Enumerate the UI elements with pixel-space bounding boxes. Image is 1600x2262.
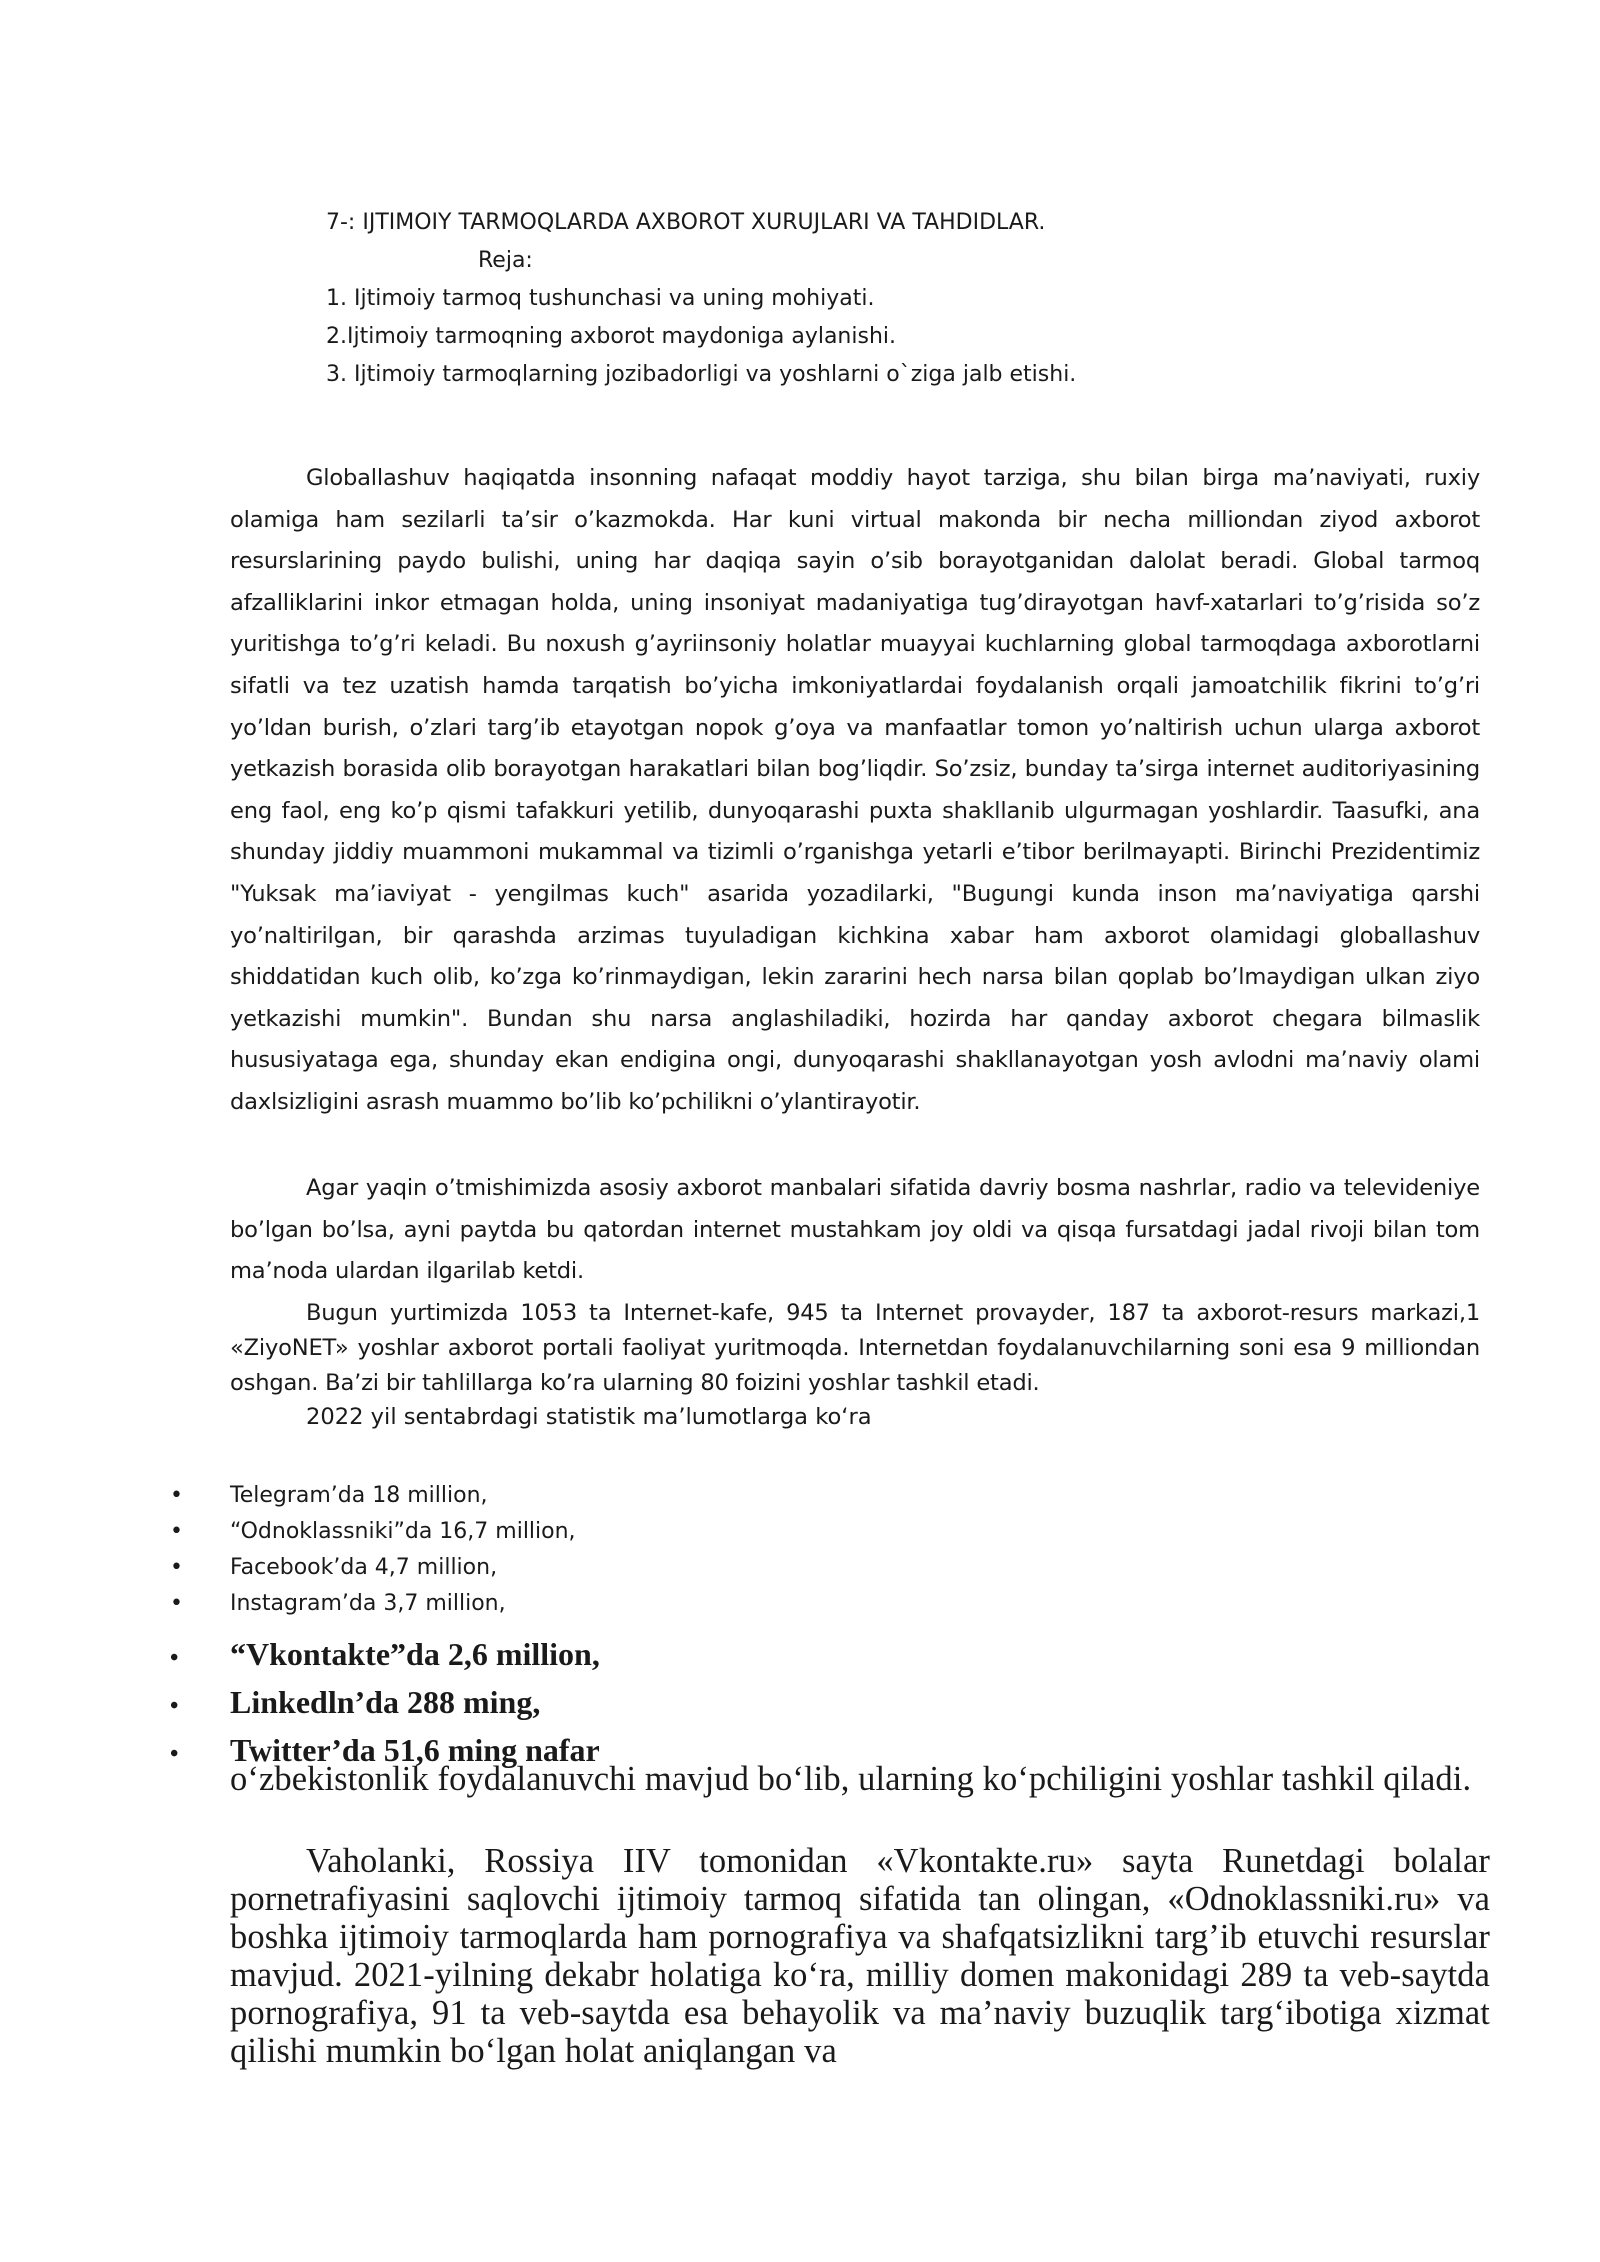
paragraph-vaholanki: Vaholanki, Rossiya IIV tomonidan «Vkontakte.ru» sayta Runetdagi bolalar pornetrafiyasini saqlovchi ijtimoiy tarmoq sifatida tan olingan, «Odnoklassniki.ru» va boshka ijtimoiy tarmoqlarda ham pornografiya va shafqatsizlikni targ’ib etuvchi resurslar mavjud. 2021-yilning dekabr holatiga ko‘ra, milliy domen makonidagi 289 ta veb-saytda pornografiya, 91 ta veb-saytda esa behayolik va ma’naviy buzuqlik targ‘ibotiga xizmat qilishi mumkin bo‘lgan holat aniqlangan va: [230, 1842, 1490, 2070]
bullet-icon: •: [170, 1693, 179, 1719]
bullet-icon: •: [170, 1591, 183, 1616]
stats-list-small: [170, 1478, 576, 1622]
list-item-text: Instagram’da 3,7 million,: [230, 1591, 506, 1616]
paragraph-internet-stats: Bugun yurtimizda 1053 ta Internet-kafe, 945 ta Internet provayder, 187 ta axborot-resurs markazi,1 «ZiyoNET» yoshlar axborot portali faoliyat yuritmoqda. Internetdan foydalanuvchilarning soni esa 9 milliondan oshgan. Ba’zi bir tahlillarga ko’ra ularning 80 foizini yoshlar tashkil etadi.: [230, 1300, 1480, 1396]
list-item-text: Linkedln’da 288 ming,: [230, 1684, 541, 1720]
bullet-icon: •: [170, 1555, 183, 1580]
paragraph-block-1: [230, 458, 1480, 1124]
plan-item-1: 1. Ijtimoiy tarmoq tushunchasi va uning mohiyati.: [326, 286, 875, 311]
header-block: [326, 204, 1076, 394]
paragraph-block-3: [230, 1296, 1480, 1401]
plan-item-3: 3. Ijtimoiy tarmoqlarning jozibadorligi va yoshlarni o`ziga jalb etishi.: [326, 362, 1077, 387]
list-item-text: “Vkontakte”da 2,6 million,: [230, 1636, 600, 1672]
bullet-icon: •: [170, 1483, 183, 1508]
bullet-icon: •: [170, 1741, 179, 1767]
list-item: [170, 1478, 576, 1514]
list-item: [170, 1632, 600, 1680]
list-item-text: Twitter’da 51,6 ming nafar: [230, 1732, 600, 1768]
plan-item-2: 2.Ijtimoiy tarmoqning axborot maydoniga aylanishi.: [326, 324, 897, 349]
paragraph-foydalanuvchi: o‘zbekistonlik foydalanuvchi mavjud bo‘lib, ularning ko‘pchiligini yoshlar tashkil qiladi.: [230, 1760, 1472, 1798]
list-item-text: Telegram’da 18 million,: [230, 1483, 488, 1508]
bullet-icon: •: [170, 1645, 179, 1671]
paragraph-block-2: [230, 1168, 1480, 1293]
paragraph-globallashuv: Globallashuv haqiqatda insonning nafaqat moddiy hayot tarziga, shu bilan birga ma’naviyati, ruxiy olamiga ham sezilarli ta’sir o’kazmokda. Har kuni virtual makonda bir necha milliondan ziyod axborot resurslarining paydo bulishi, uning har daqiqa sayin o’sib borayotganidan dalolat beradi. Global tarmoq afzalliklarini inkor etmagan holda, uning insoniyat madaniyatiga tug’dirayotgan havf-xatarlari to’g’risida so’z yuritishga to’g’ri keladi. Bu noxush g’ayriinsoniy holatlar muayyai kuchlarning global tarmoqdaga axborotlarni sifatli va tez uzatish hamda tarqatish bo’yicha imkoniyatlardai foydalanish orqali jamoatchilik fikrini to’g’ri yo’ldan burish, o’zlari targ’ib etayotgan nopok g’oya va manfaatlar tomon yo’naltirish uchun ularga axborot yetkazish borasida olib borayotgan harakatlari bilan bog’liqdir. So’zsiz, bunday ta’sirga internet auditoriyasining eng faol, eng ko’p qismi tafakkuri yetilib, dunyoqarashi puxta shakllanib ulgurmagan yoshlardir. Taasufki, ana shunday jiddiy muammoni mukammal va tizimli o’rganishga yetarli e’tibor berilmayapti. Birinchi Prezidentimiz "Yuksak ma’iaviyat - yengilmas kuch" asarida yozadilarki, "Bugungi kunda inson ma’naviyatiga qarshi yo’naltirilgan, bir qarashda arzimas tuyuladigan kichkina xabar ham axborot olamidagi globallashuv shiddatidan kuch olib, ko’zga ko’rinmaydigan, lekin zararini hech narsa bilan qoplab bo’lmaydigan ulkan ziyo yetkazishi mumkin". Bundan shu narsa anglashiladiki, hozirda har qanday axborot chegara bilmaslik hususiyataga ega, shunday ekan endigina ongi, dunyoqarashi shakllanayotgan yosh avlodni ma’naviy olami daxlsizligini asrash muammo bo’lib ko’pchilikni o’ylantirayotir.: [230, 465, 1480, 1115]
list-item: [170, 1514, 576, 1550]
list-item-text: “Odnoklassniki”da 16,7 million,: [230, 1519, 576, 1544]
paragraph-axborot-manbalari: Agar yaqin o’tmishimizda asosiy axborot manbalari sifatida davriy bosma nashrlar, radio va televideniye bo’lgan bo’lsa, ayni paytda bu qatordan internet mustahkam joy oldi va qisqa fursatdagi jadal rivoji bilan tom ma’noda ulardan ilgarilab ketdi.: [230, 1175, 1480, 1285]
list-item: [170, 1586, 576, 1622]
list-item-text: Facebook’da 4,7 million,: [230, 1555, 498, 1580]
document-title: 7-: IJTIMOIY TARMOQLARDA AXBOROT XURUJLARI VA TAHDIDLAR.: [326, 210, 1046, 235]
plan-label: Reja:: [478, 248, 533, 273]
serif-paragraph-block-1: [230, 1760, 1490, 1798]
serif-paragraph-block-2: [230, 1842, 1490, 2070]
stats-list-large: [170, 1632, 600, 1776]
list-item: [170, 1680, 600, 1728]
list-item: [170, 1550, 576, 1586]
bullet-icon: •: [170, 1519, 183, 1544]
stats-intro: 2022 yil sentabrdagi statistik ma’lumotlarga ko‘ra: [306, 1404, 872, 1430]
